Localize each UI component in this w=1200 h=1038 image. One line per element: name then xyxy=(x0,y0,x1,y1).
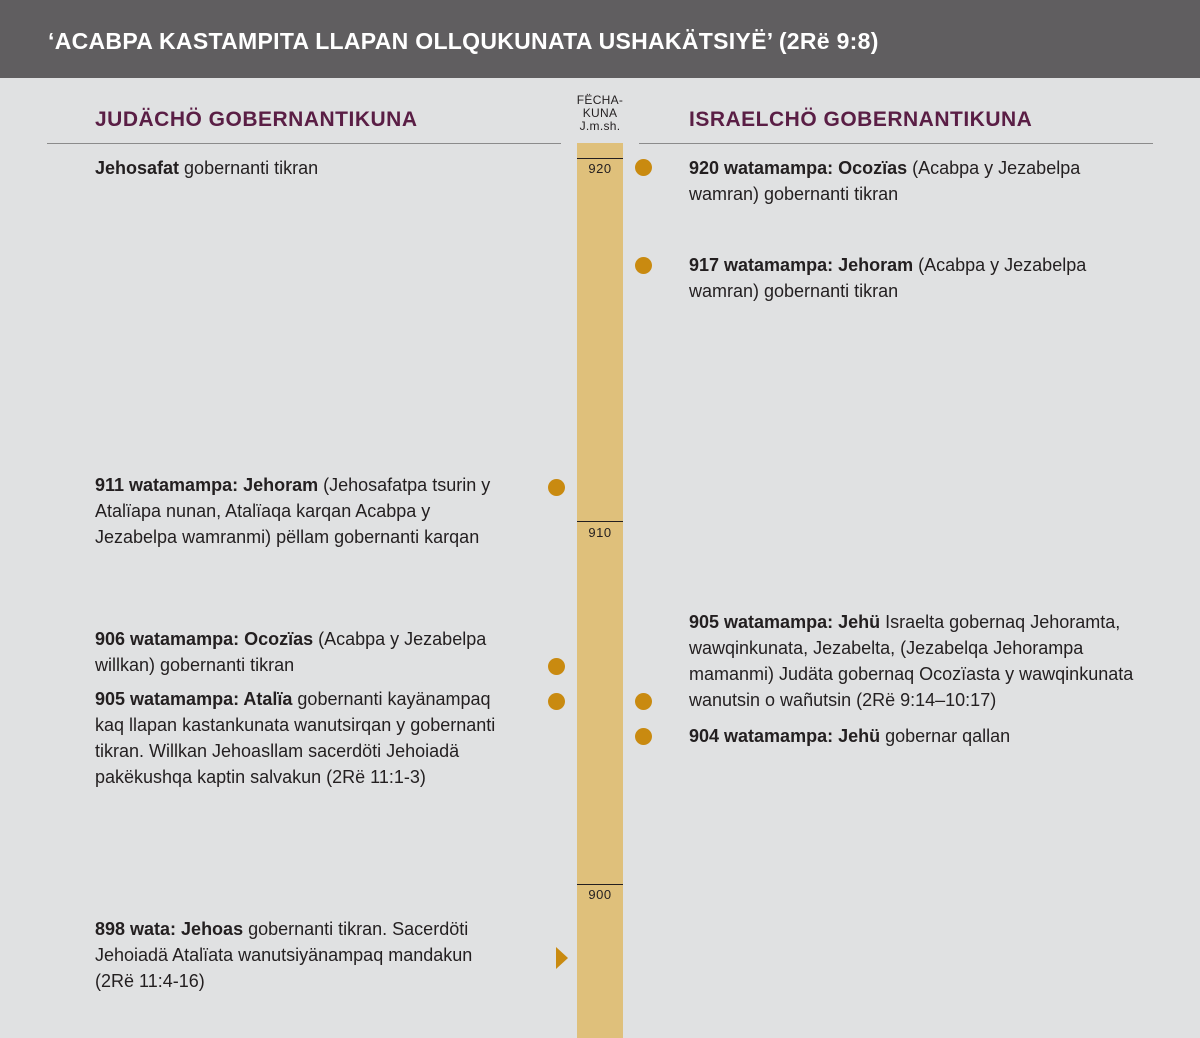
judah-rulers-heading: JUDÄCHÖ GOBERNANTIKUNA xyxy=(95,108,418,131)
event-marker-israel-905 xyxy=(635,693,652,710)
tick-920 xyxy=(577,158,623,159)
right-divider xyxy=(639,143,1153,144)
entry-heading: 906 watamampa: Ocozïas xyxy=(95,629,314,649)
tick-910 xyxy=(577,521,623,522)
judah-entry-jehosafat xyxy=(95,155,515,181)
event-marker-israel-917 xyxy=(635,257,652,274)
israel-entry-905 xyxy=(689,609,1149,713)
tick-label-910: 910 xyxy=(588,525,612,540)
entry-text: (Acabpa y Jezabelpa wamran) gobernanti tikran xyxy=(689,158,1081,204)
entry-heading: 905 watamampa: Atalïa xyxy=(95,689,293,709)
left-divider xyxy=(47,143,561,144)
entry-heading: 920 watamampa: Ocozïas xyxy=(689,158,908,178)
entry-heading: 917 watamampa: Jehoram xyxy=(689,255,914,275)
entry-heading: 898 wata: Jehoas xyxy=(95,919,244,939)
judah-entry-911 xyxy=(95,472,515,550)
entry-text: gobernar qallan xyxy=(880,726,1011,746)
entry-text: gobernanti tikran. Sacerdöti Jehoiadä Atalïata wanutsiyänampaq mandakun (2Rë 11:4-16) xyxy=(95,919,473,991)
event-marker-israel-920 xyxy=(635,159,652,176)
timeline-axis-label xyxy=(570,94,630,133)
entry-heading: 911 watamampa: Jehoram xyxy=(95,475,319,495)
entry-heading: Jehosafat xyxy=(95,158,180,178)
event-marker-judah-906 xyxy=(548,658,565,675)
axis-label-line: J.m.sh. xyxy=(579,119,621,133)
axis-label-line: FËCHA- xyxy=(576,93,624,107)
judah-entry-906 xyxy=(95,626,515,678)
event-marker-judah-905 xyxy=(548,693,565,710)
page-title: ‘ACABPA KASTAMPITA LLAPAN OLLQUKUNATA USHAKÄTSIYË’ (2Rë 9:8) xyxy=(48,28,879,54)
entry-heading: 905 watamampa: Jehü xyxy=(689,612,881,632)
title-bar xyxy=(0,0,1200,78)
israel-rulers-heading: ISRAELCHÖ GOBERNANTIKUNA xyxy=(689,108,1033,131)
entry-heading: 904 watamampa: Jehü xyxy=(689,726,881,746)
tick-label-900: 900 xyxy=(588,887,612,902)
event-arrow-judah-898 xyxy=(556,947,568,969)
israel-entry-917 xyxy=(689,252,1109,304)
entry-text: Israelta gobernaq Jehoramta, wawqinkunata, Jezabelta, (Jezabelqa Jehorampa mamanmi) Judäta gobernaq Ocozïasta y wawqinkunata wanutsin o wañutsin (2Rë 9:14–10:17) xyxy=(689,612,1134,710)
event-marker-israel-904 xyxy=(635,728,652,745)
tick-900 xyxy=(577,884,623,885)
entry-text: (Jehosafatpa tsurin y Atalïapa nunan, Atalïaqa karqan Acabpa y Jezabelpa wamranmi) pëllam gobernanti karqan xyxy=(95,475,491,547)
entry-text: (Acabpa y Jezabelpa wamran) gobernanti tikran xyxy=(689,255,1087,301)
entry-text: gobernanti tikran xyxy=(179,158,319,178)
tick-label-920: 920 xyxy=(588,161,612,176)
entry-text: gobernanti kayänampaq kaq llapan kastankunata wanutsirqan y gobernanti tikran. Willkan Jehoasllam sacerdöti Jehoiadä pakëkushqa kaptin salvakun (2Rë 11:1-3) xyxy=(95,689,496,787)
entry-text: (Acabpa y Jezabelpa willkan) gobernanti tikran xyxy=(95,629,487,675)
axis-label-line: KUNA xyxy=(582,106,618,120)
timeline-bar xyxy=(577,143,623,1038)
judah-entry-905 xyxy=(95,686,515,790)
israel-entry-904 xyxy=(689,723,1149,749)
event-marker-judah-911 xyxy=(548,479,565,496)
israel-entry-920 xyxy=(689,155,1109,207)
judah-entry-898 xyxy=(95,916,495,994)
